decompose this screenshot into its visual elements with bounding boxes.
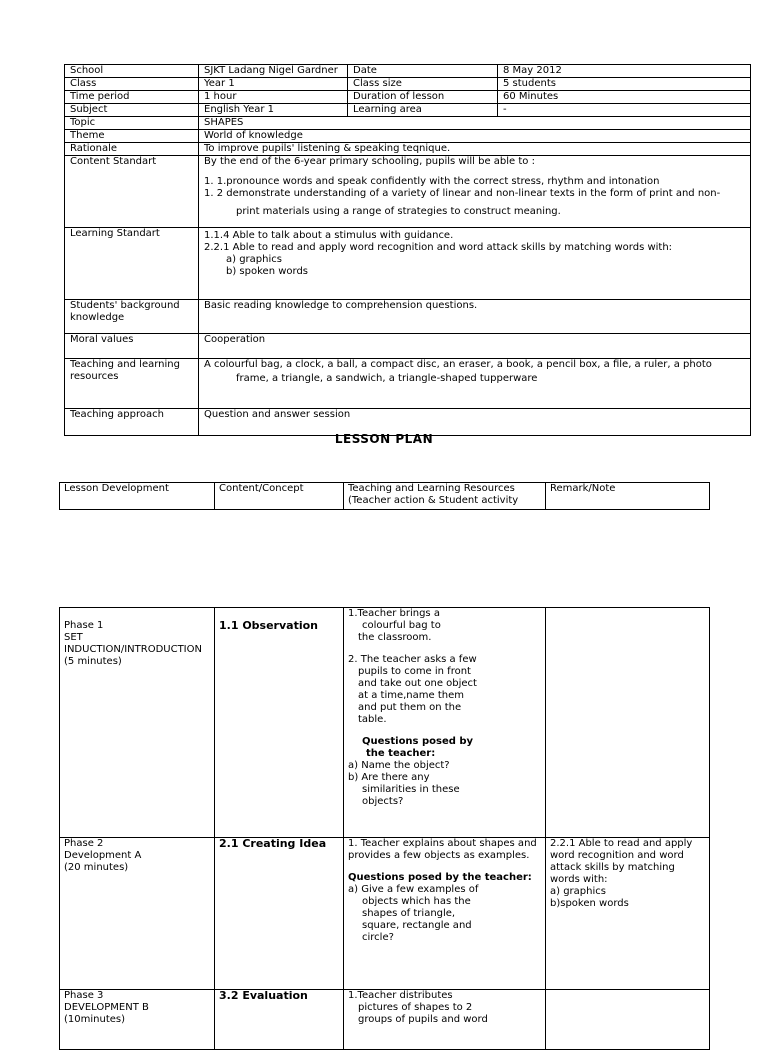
phase-3-concept: 3.2 Evaluation bbox=[215, 990, 344, 1050]
phase-1-activities bbox=[344, 608, 546, 838]
background-label: Students' background knowledge bbox=[65, 300, 199, 334]
rationale-label: Rationale bbox=[65, 143, 199, 156]
phase-1-remark bbox=[546, 608, 710, 838]
class-value: Year 1 bbox=[199, 78, 348, 91]
phase-1-question-b2: similarities in these bbox=[362, 784, 460, 795]
learning-area-value: - bbox=[498, 104, 751, 117]
topic-value: SHAPES bbox=[199, 117, 751, 130]
learning-item-b: b) spoken words bbox=[226, 266, 308, 277]
phase-1-question-b: b) Are there any bbox=[348, 772, 430, 783]
phase-1-concept: 1.1 Observation bbox=[215, 608, 344, 838]
phase-3-time: (10minutes) bbox=[64, 1014, 126, 1025]
phase-3-step-1b: pictures of shapes to 2 bbox=[358, 1002, 473, 1013]
theme-value: World of knowledge bbox=[199, 130, 751, 143]
date-label: Date bbox=[348, 65, 498, 78]
resources-label: Teaching and learning resources bbox=[65, 359, 199, 409]
time-period-value: 1 hour bbox=[199, 91, 348, 104]
phase-3-cell bbox=[60, 990, 215, 1050]
phase-2-remark-a: a) graphics bbox=[550, 886, 606, 897]
topic-label: Topic bbox=[65, 117, 199, 130]
phase-3-kind: DEVELOPMENT B bbox=[64, 1002, 149, 1013]
lesson-info-table bbox=[64, 64, 751, 436]
background-value: Basic reading knowledge to comprehension questions. bbox=[199, 300, 751, 334]
phase-2-question-a2: objects which has the bbox=[362, 896, 471, 907]
moral-values-label: Moral values bbox=[65, 334, 199, 359]
content-standard-value bbox=[199, 156, 751, 228]
phase-1-question-a: a) Name the object? bbox=[348, 760, 450, 771]
phase-1-questions-heading: Questions posed by bbox=[362, 736, 474, 747]
phase-2-question-a3: shapes of triangle, bbox=[362, 908, 456, 919]
school-label: School bbox=[65, 65, 199, 78]
phase-1-time: (5 minutes) bbox=[64, 656, 122, 667]
school-value: SJKT Ladang Nigel Gardner bbox=[199, 65, 348, 78]
phase-1-step-2d: at a time,name them bbox=[358, 690, 464, 701]
moral-values-value: Cooperation bbox=[199, 334, 751, 359]
resources-line-1: A colourful bag, a clock, a ball, a compact disc, an eraser, a book, a pencil box, a file, a ruler, a photo bbox=[204, 359, 712, 370]
resources-line-2: frame, a triangle, a sandwich, a triangle-shaped tupperware bbox=[236, 373, 538, 384]
resources-value bbox=[199, 359, 751, 409]
theme-label: Theme bbox=[65, 130, 199, 143]
learning-item-2: 2.2.1 Able to read and apply word recognition and word attack skills by matching words with: bbox=[204, 242, 673, 253]
phase-2-time: (20 minutes) bbox=[64, 862, 129, 873]
class-size-value: 5 students bbox=[498, 78, 751, 91]
phase-2-question-a4: square, rectangle and bbox=[362, 920, 472, 931]
phase-1-step-2f: table. bbox=[358, 714, 387, 725]
phase-2-cell bbox=[60, 838, 215, 990]
rationale-value: To improve pupils' listening & speaking teqnique. bbox=[199, 143, 751, 156]
phase-3-step-1c: groups of pupils and word bbox=[358, 1014, 488, 1025]
phase-1-step-2: 2. The teacher asks a few bbox=[348, 654, 477, 665]
header-lesson-development: Lesson Development bbox=[60, 483, 215, 510]
header-remark-note: Remark/Note bbox=[546, 483, 710, 510]
content-intro: By the end of the 6-year primary schooling, pupils will be able to : bbox=[204, 156, 535, 167]
header-resources bbox=[344, 483, 546, 510]
approach-value: Question and answer session bbox=[199, 409, 751, 436]
phase-1-name: Phase 1 bbox=[64, 620, 104, 631]
phase-2-activities bbox=[344, 838, 546, 990]
header-content-concept: Content/Concept bbox=[215, 483, 344, 510]
learning-item-1: 1.1.4 Able to talk about a stimulus with guidance. bbox=[204, 230, 454, 241]
phase-2-remark bbox=[546, 838, 710, 990]
duration-value: 60 Minutes bbox=[498, 91, 751, 104]
lesson-plan-title: LESSON PLAN bbox=[334, 432, 434, 446]
phase-3-name: Phase 3 bbox=[64, 990, 104, 1001]
approach-label: Teaching approach bbox=[65, 409, 199, 436]
content-item-2: 1. 2 demonstrate understanding of a variety of linear and non-linear texts in the form of print and non- bbox=[204, 188, 721, 199]
phase-3-activities bbox=[344, 990, 546, 1050]
phase-2-step-1: 1. Teacher explains about shapes and provides a few objects as examples. bbox=[348, 838, 537, 861]
class-size-label: Class size bbox=[348, 78, 498, 91]
subject-value: English Year 1 bbox=[199, 104, 348, 117]
phase-2-concept: 2.1 Creating Idea bbox=[215, 838, 344, 990]
subject-label: Subject bbox=[65, 104, 199, 117]
phase-1-cell bbox=[60, 608, 215, 838]
phase-1-questions-heading-2: the teacher: bbox=[366, 748, 436, 759]
time-period-label: Time period bbox=[65, 91, 199, 104]
content-item-1: 1. 1.pronounce words and speak confidently with the correct stress, rhythm and intonation bbox=[204, 176, 660, 187]
content-item-2-cont: print materials using a range of strategies to construct meaning. bbox=[236, 206, 561, 217]
phase-2-question-a: a) Give a few examples of bbox=[348, 884, 479, 895]
phase-3-step-1: 1.Teacher distributes bbox=[348, 990, 453, 1001]
phase-1-step-1: 1.Teacher brings a bbox=[348, 608, 440, 619]
phase-1-step-1c: the classroom. bbox=[358, 632, 432, 643]
content-standard-label: Content Standart bbox=[65, 156, 199, 228]
header-resources-line-2: (Teacher action & Student activity bbox=[348, 495, 519, 506]
phase-3-remark bbox=[546, 990, 710, 1050]
learning-standard-value bbox=[199, 228, 751, 300]
date-value: 8 May 2012 bbox=[498, 65, 751, 78]
lesson-phases-table bbox=[59, 607, 710, 1050]
phase-2-name: Phase 2 bbox=[64, 838, 104, 849]
learning-standard-label: Learning Standart bbox=[65, 228, 199, 300]
phase-2-question-a5: circle? bbox=[362, 932, 394, 943]
phase-1-step-2b: pupils to come in front bbox=[358, 666, 471, 677]
phase-1-question-b3: objects? bbox=[362, 796, 404, 807]
phase-2-questions-heading: Questions posed by the teacher: bbox=[348, 872, 532, 883]
phase-1-step-2c: and take out one object bbox=[358, 678, 477, 689]
duration-label: Duration of lesson bbox=[348, 91, 498, 104]
learning-area-label: Learning area bbox=[348, 104, 498, 117]
phase-1-step-2e: and put them on the bbox=[358, 702, 462, 713]
lesson-plan-header-table bbox=[59, 482, 710, 510]
phase-2-kind: Development A bbox=[64, 850, 142, 861]
header-resources-line-1: Teaching and Learning Resources bbox=[348, 483, 515, 494]
phase-1-step-1b: colourful bag to bbox=[362, 620, 441, 631]
phase-1-kind: SET INDUCTION/INTRODUCTION bbox=[64, 632, 202, 655]
phase-2-remark-text: 2.2.1 Able to read and apply word recognition and word attack skills by matching words with: bbox=[550, 838, 693, 885]
class-label: Class bbox=[65, 78, 199, 91]
phase-2-remark-b: b)spoken words bbox=[550, 898, 629, 909]
learning-item-a: a) graphics bbox=[226, 254, 282, 265]
